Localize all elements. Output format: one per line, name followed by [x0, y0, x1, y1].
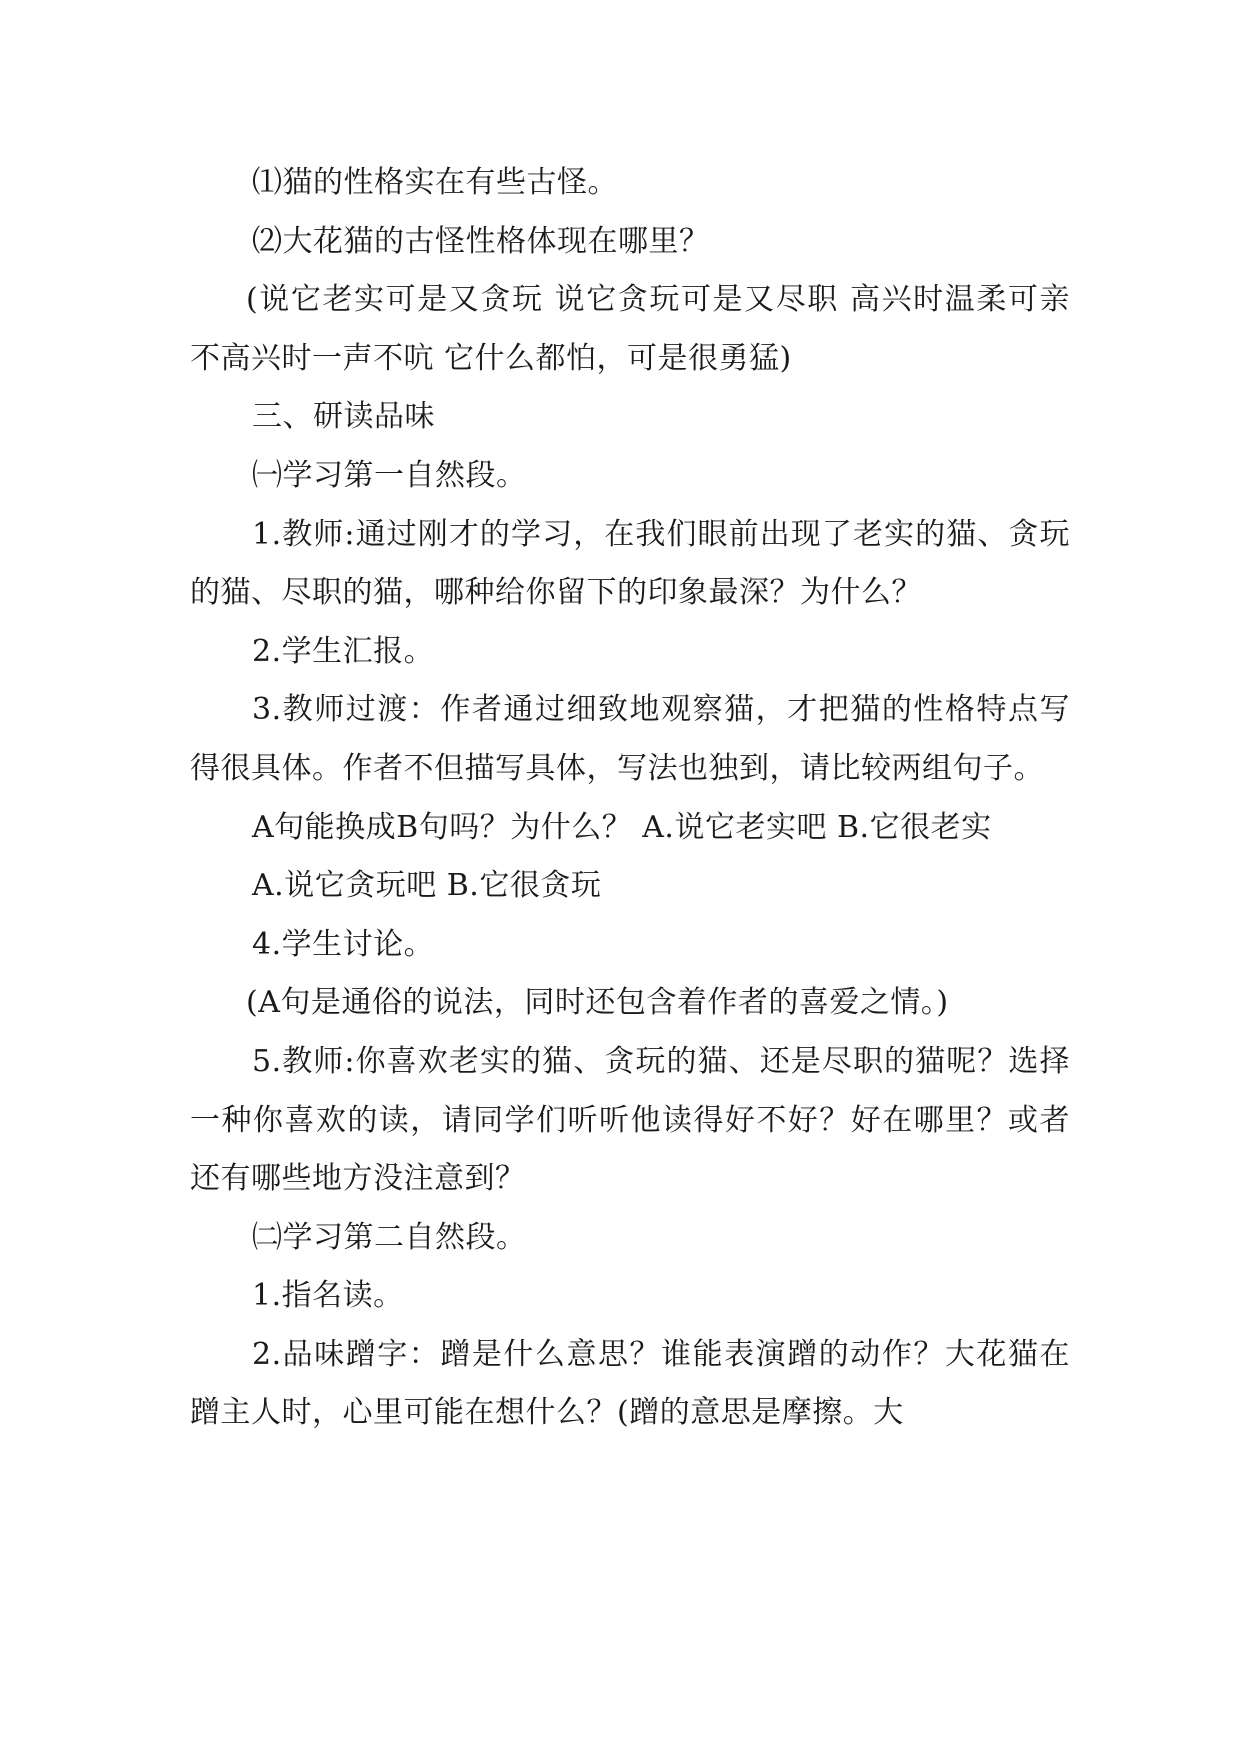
section-heading-3: 三、研读品味: [252, 399, 435, 435]
paragraph-item-2: ⑵大花猫的古怪性格体现在哪里？: [252, 223, 710, 259]
paragraph-compare-b: A.说它贪玩吧 B.它很贪玩: [252, 868, 602, 904]
paragraph-compare-a: A句能换成B句吗？为什么？ A.说它老实吧 B.它很老实: [252, 809, 992, 845]
paragraph-step-5: 5.教师:你喜欢老实的猫、贪玩的猫、还是尽职的猫呢？选择一种你喜欢的读，请同学们听听他读得好不好？好在哪里？或者还有哪些地方没注意到？: [190, 1043, 1070, 1197]
subsection-heading-1: ㈠学习第一自然段。: [252, 457, 527, 493]
paragraph-step-2: 2.学生汇报。: [252, 633, 435, 669]
paragraph-item-1: ⑴猫的性格实在有些古怪。: [252, 165, 618, 200]
subsection-heading-2: ㈡学习第二自然段。: [252, 1219, 527, 1255]
paragraph-answer-1: (说它老实可是又贪玩 说它贪玩可是又尽职 高兴时温柔可亲 不高兴时一声不吭 它什么都怕，可是很勇猛): [190, 282, 1070, 376]
paragraph-step-7: 2.品味蹭字：蹭是什么意思？谁能表演蹭的动作？大花猫在蹭主人时，心里可能在想什么？(蹭的意思是摩擦。大: [190, 1336, 1070, 1431]
paragraph-answer-2: (A句是通俗的说法，同时还包含着作者的喜爱之情。): [246, 985, 949, 1021]
paragraph-step-1: 1.教师:通过刚才的学习，在我们眼前出现了老实的猫、贪玩的猫、尽职的猫，哪种给你留下的印象最深？为什么？: [190, 516, 1070, 611]
paragraph-step-3: 3.教师过渡：作者通过细致地观察猫，才把猫的性格特点写得很具体。作者不但描写具体，写法也独到，请比较两组句子。: [190, 692, 1070, 786]
paragraph-step-6: 1.指名读。: [252, 1278, 404, 1314]
document-body: [190, 154, 1070, 1443]
paragraph-step-4: 4.学生讨论。: [252, 926, 435, 962]
